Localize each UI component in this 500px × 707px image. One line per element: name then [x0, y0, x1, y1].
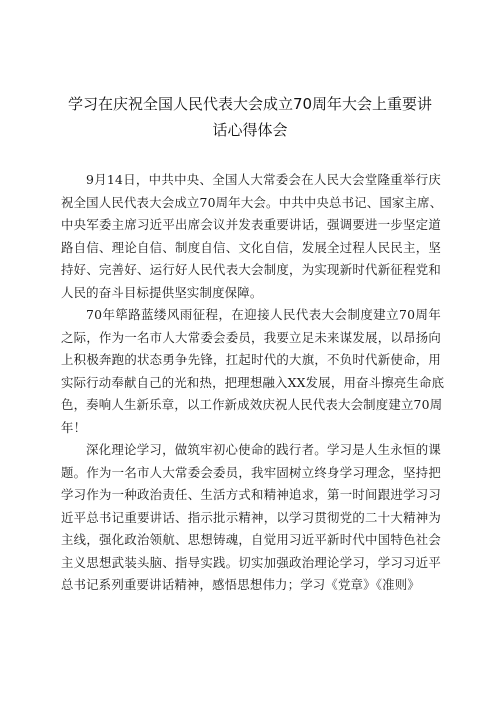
- text-line: 近平总书记重要讲话、指示批示精神，以学习贯彻党的二十大精神为: [61, 509, 441, 525]
- text-line: 中央军委主席习近平出席会议并发表重要讲话，强调要进一步坚定道: [61, 217, 441, 232]
- text-line: 色，奏响人生新乐章，以工作新成效庆祝人民代表大会制度建立70周: [61, 397, 443, 412]
- text-line: 上积极奔跑的状态勇争先锋，扛起时代的大旗，不负时代新使命，用: [61, 352, 441, 367]
- text-line: 之际，作为一名市人大常委会委员，我要立足未来谋发展，以昂扬向: [61, 329, 441, 345]
- text-line: 深化理论学习，做筑牢初心使命的践行者。学习是人生永恒的课: [86, 442, 441, 457]
- title-line-2: 话心得体会: [212, 121, 288, 139]
- document-body: [61, 169, 445, 597]
- text-line: 9月14日，中共中央、全国人大常委会在人民大会堂隆重举行庆: [86, 172, 441, 187]
- paragraph-2: [61, 304, 445, 439]
- text-line: 70年筚路蓝缕风雨征程，在迎接人民代表大会制度建立70周年: [86, 307, 441, 322]
- text-line: 学习作为一种政治责任、生活方式和精神追求，第一时间跟进学习习: [61, 487, 441, 502]
- text-line: 总书记系列重要讲话精神，感悟思想伟力；学习《党章》《准则》: [61, 577, 420, 592]
- text-line: 年！: [61, 419, 87, 435]
- text-line: 主线，强化政治领航、思想铸魂，自觉用习近平新时代中国特色社会: [61, 532, 441, 547]
- text-line: 主义思想武装头脑、指导实践。切实加强政治理论学习，学习习近平: [61, 554, 441, 570]
- text-line: 祝全国人民代表大会成立70周年大会。中共中央总书记、国家主席、: [61, 194, 443, 210]
- title-line-1: 学习在庆祝全国人民代表大会成立70周年大会上重要讲: [67, 95, 433, 113]
- paragraph-1: [61, 169, 441, 304]
- text-line: 实际行动奉献自己的光和热，把理想融入XX发展，用奋斗擦亮生命底: [61, 374, 445, 390]
- text-line: 人民的奋斗目标提供坚实制度保障。: [61, 284, 263, 300]
- paragraph-3: [61, 439, 441, 597]
- text-line: 题。作为一名市人大常委会委员，我牢固树立终身学习理念，坚持把: [61, 464, 441, 480]
- text-line: 路自信、理论自信、制度自信、文化自信，发展全过程人民民主，坚: [61, 239, 441, 255]
- text-line: 持好、完善好、运行好人民代表大会制度，为实现新时代新征程党和: [61, 262, 441, 277]
